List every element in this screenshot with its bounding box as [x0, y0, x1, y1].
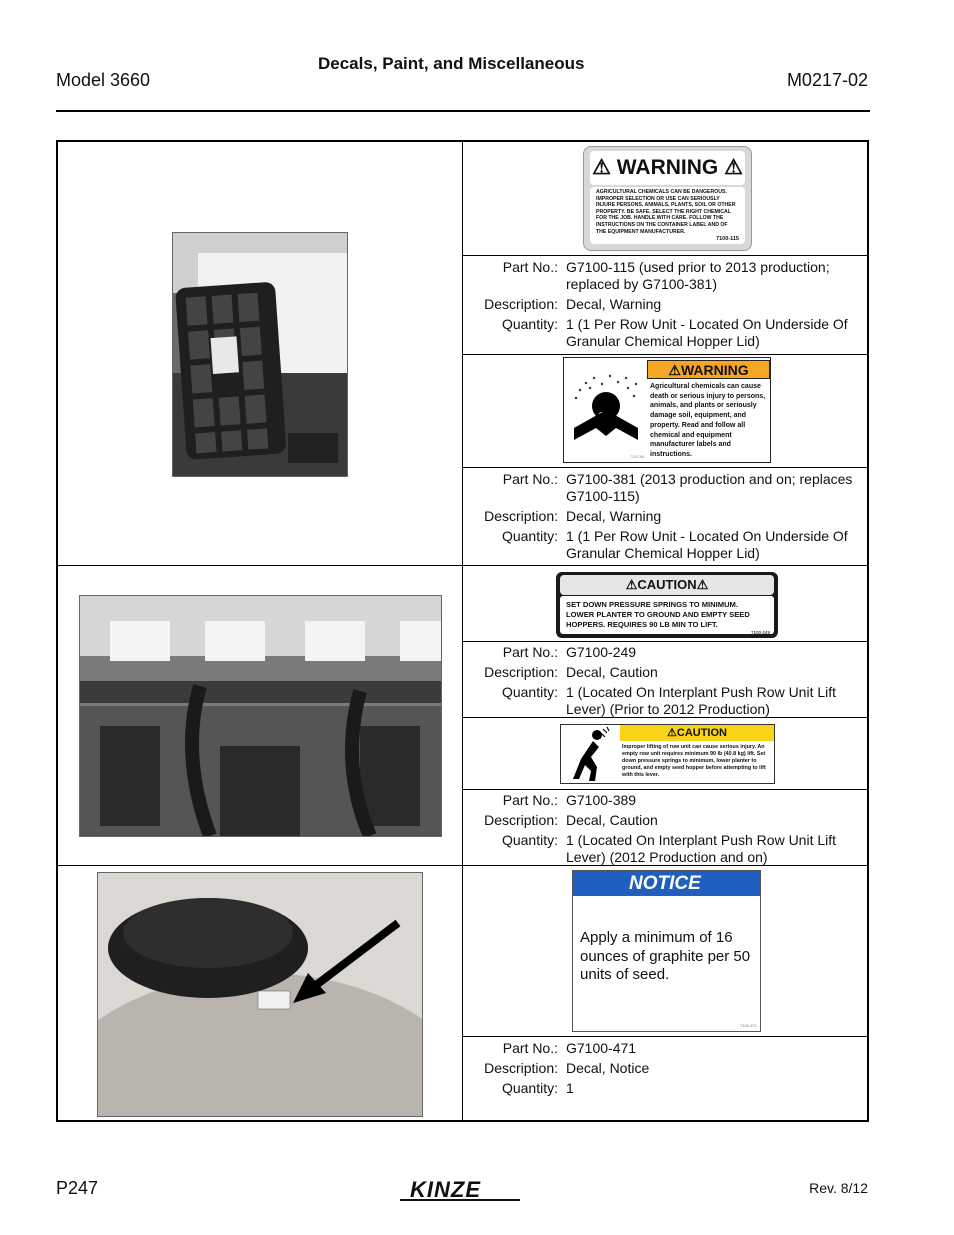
- part-number: G7100-115 (used prior to 2013 production; replaced by G7100-381): [566, 259, 830, 292]
- notice-decal-7100-471: [572, 870, 761, 1032]
- description-label: Description:: [484, 1060, 558, 1076]
- part-info-3: [463, 644, 856, 721]
- warning-triangle-icon: ⚠: [668, 362, 681, 378]
- part-number: G7100-249: [566, 644, 637, 660]
- part-label: Part No.:: [502, 1040, 558, 1056]
- part-info-1: [463, 259, 856, 353]
- warning-triangle-icon: ⚠: [696, 577, 709, 592]
- decal-text: AGRICULTURAL CHEMICALS CAN BE DANGEROUS. IMPROPER SELECTION OR USE CAN SERIOUSLY INJURE PERSONS, ANIMALS, PLANTS, SOIL OR OTHER PROPERTY. BE SAFE. SELECT THE RIGHT CHEMICAL FOR THE JOB. HANDLE WITH CARE. FOLLOW THE INSTRUCTIONS ON THE CONTAINER LABEL AND OF THE EQUIPMENT MANUFACTURER.: [590, 187, 745, 244]
- part-number: G7100-381 (2013 production and on; replaces G7100-115): [566, 471, 853, 504]
- warning-decal-7100-381: [563, 357, 771, 463]
- description-label: Description:: [484, 664, 558, 680]
- warning-triangle-icon: ⚠: [592, 156, 611, 179]
- quantity-value: 1: [566, 1080, 574, 1096]
- caution-decal-7100-389: [560, 724, 775, 784]
- cell-divider: [462, 467, 869, 468]
- cell-divider: [462, 255, 869, 256]
- warning-triangle-icon: ⚠: [667, 727, 677, 739]
- row-divider: [56, 565, 869, 566]
- decal-code: 7100-249: [750, 630, 770, 635]
- decal-title: NOTICE: [573, 871, 760, 896]
- warning-decal-7100-115: [583, 146, 752, 251]
- quantity-label: Quantity:: [501, 1080, 558, 1096]
- quantity-label: Quantity:: [501, 316, 558, 332]
- description-value: Decal, Notice: [566, 1060, 650, 1076]
- decal-title: CAUTION: [637, 577, 697, 592]
- cell-divider: [462, 1036, 869, 1037]
- decal-title: CAUTION: [676, 727, 727, 739]
- decal-code: 7100-115: [716, 236, 739, 242]
- cell-divider: [462, 789, 869, 790]
- hopper-notice-photo: [97, 872, 423, 1117]
- part-number: G7100-389: [566, 792, 637, 808]
- warning-triangle-icon: ⚠: [625, 577, 638, 592]
- quantity-value: 1 (Located On Interplant Push Row Unit Lift Lever) (2012 Production and on): [566, 832, 837, 865]
- decal-text: Agricultural chemicals can cause death or serious injury to persons, animals, and plants or seriously damage soil, equipment, and property. Read and follow all chemical and equipment manufacturer labels and instructions.: [650, 383, 766, 458]
- page-number: P247: [56, 1178, 99, 1198]
- part-label: Part No.:: [502, 259, 558, 275]
- hopper-lid-photo: [172, 232, 348, 477]
- description-label: Description:: [484, 296, 558, 312]
- lifting-injury-icon: [563, 725, 619, 783]
- part-info-4: [463, 792, 856, 869]
- decal-text: Apply a minimum of 16 ounces of graphite per 50 units of seed.: [580, 929, 751, 983]
- warning-triangle-icon: ⚠: [724, 156, 743, 179]
- quantity-value: 1 (1 Per Row Unit - Located On Underside Of Granular Chemical Hopper Lid): [566, 528, 848, 561]
- part-label: Part No.:: [502, 792, 558, 808]
- quantity-value: 1 (Located On Interplant Push Row Unit Lift Lever) (Prior to 2012 Production): [566, 684, 837, 717]
- cell-divider: [462, 641, 869, 642]
- part-info-2: [463, 471, 856, 565]
- description-value: Decal, Caution: [566, 664, 658, 680]
- description-value: Decal, Warning: [566, 508, 662, 524]
- decal-code: 7100-471: [740, 1023, 757, 1028]
- description-value: Decal, Caution: [566, 812, 658, 828]
- quantity-label: Quantity:: [501, 832, 558, 848]
- cell-divider: [462, 354, 869, 355]
- part-info-5: [463, 1040, 856, 1100]
- decal-title: WARNING: [680, 362, 749, 378]
- brand-text: KINZE: [410, 1177, 481, 1202]
- quantity-label: Quantity:: [501, 684, 558, 700]
- doc-number: M0217-02: [786, 70, 868, 90]
- row-unit-photo: [79, 595, 442, 837]
- model-label: Model 3660: [56, 70, 151, 90]
- decal-text: SET DOWN PRESSURE SPRINGS TO MINIMUM. LOWER PLANTER TO GROUND AND EMPTY SEED HOPPERS. REQUIRES 90 LB MIN TO LIFT.: [560, 596, 774, 634]
- decal-text: Improper lifting of row unit can cause serious injury. An empty row unit requires minimum 90 lb (40.8 kg) lift. Set down pressure springs to minimum, lower planter to ground, and empty seed hopper before attempting to lift with this lever.: [622, 744, 766, 779]
- quantity-label: Quantity:: [501, 528, 558, 544]
- revision: Rev. 8/12: [809, 1180, 868, 1196]
- kinze-logo: [400, 1175, 522, 1210]
- description-label: Description:: [484, 812, 558, 828]
- header-rule: [56, 110, 870, 112]
- part-number: G7100-471: [566, 1040, 637, 1056]
- decal-title: WARNING: [616, 156, 719, 179]
- section-title: Decals, Paint, and Miscellaneous: [318, 54, 585, 73]
- chemical-hazard-icon: [566, 358, 646, 462]
- decal-code: 7100-381: [630, 455, 645, 459]
- description-value: Decal, Warning: [566, 296, 662, 312]
- part-label: Part No.:: [502, 644, 558, 660]
- description-label: Description:: [484, 508, 558, 524]
- quantity-value: 1 (1 Per Row Unit - Located On Underside Of Granular Chemical Hopper Lid): [566, 316, 848, 349]
- caution-decal-7100-249: [556, 572, 778, 638]
- part-label: Part No.:: [502, 471, 558, 487]
